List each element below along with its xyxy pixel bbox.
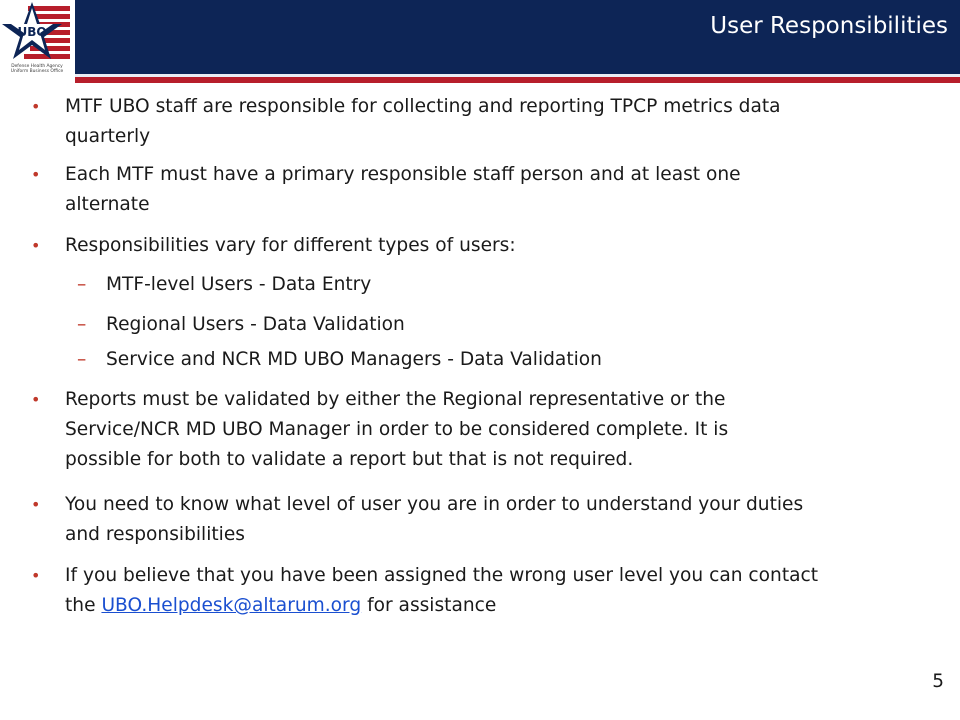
helpdesk-email-link[interactable]: UBO.Helpdesk@altarum.org [101,595,362,616]
bullet-dot: • [31,236,41,255]
page-number: 5 [932,671,944,692]
bullet-item: • Reports must be validated by either the Regional representative or the Service/NCR MD UBO Manager in order to be considered complete. It is possible for both to validate a report but that is not required. [65,385,945,475]
bullet-dot: • [31,495,41,514]
svg-text:UBO: UBO [17,25,47,39]
bullet-dot: • [31,165,41,184]
ubo-logo [0,0,75,83]
bullet-item: • If you believe that you have been assigned the wrong user level you can contact the UBO.Helpdesk@altarum.org for assistance [65,561,945,621]
sub-bullet-item: – Regional Users - Data Validation [106,310,926,340]
sub-bullet-item: – Service and NCR MD UBO Managers - Data Validation [106,345,926,375]
bullet-dot: • [31,566,41,585]
bullet-dot: • [31,390,41,409]
slide-header [0,0,960,83]
sub-bullet-item: – MTF-level Users - Data Entry [106,270,926,300]
bullet-item: • MTF UBO staff are responsible for collecting and reporting TPCP metrics data quarterly [65,92,945,152]
bullet-dot: • [31,97,41,116]
header-red-stripe [75,77,960,83]
bullet-dash: – [77,274,87,295]
logo-caption: Defense Health Agency Uniform Business Office [10,64,64,74]
bullet-dash: – [77,314,87,335]
bullet-dash: – [77,349,87,370]
bullet-item: • Responsibilities vary for different types of users: [65,231,945,261]
page-title: User Responsibilities [710,13,948,39]
bullet-item: • Each MTF must have a primary responsible staff person and at least one alternate [65,160,945,220]
bullet-item: • You need to know what level of user you are in order to understand your duties and responsibilities [65,490,945,550]
